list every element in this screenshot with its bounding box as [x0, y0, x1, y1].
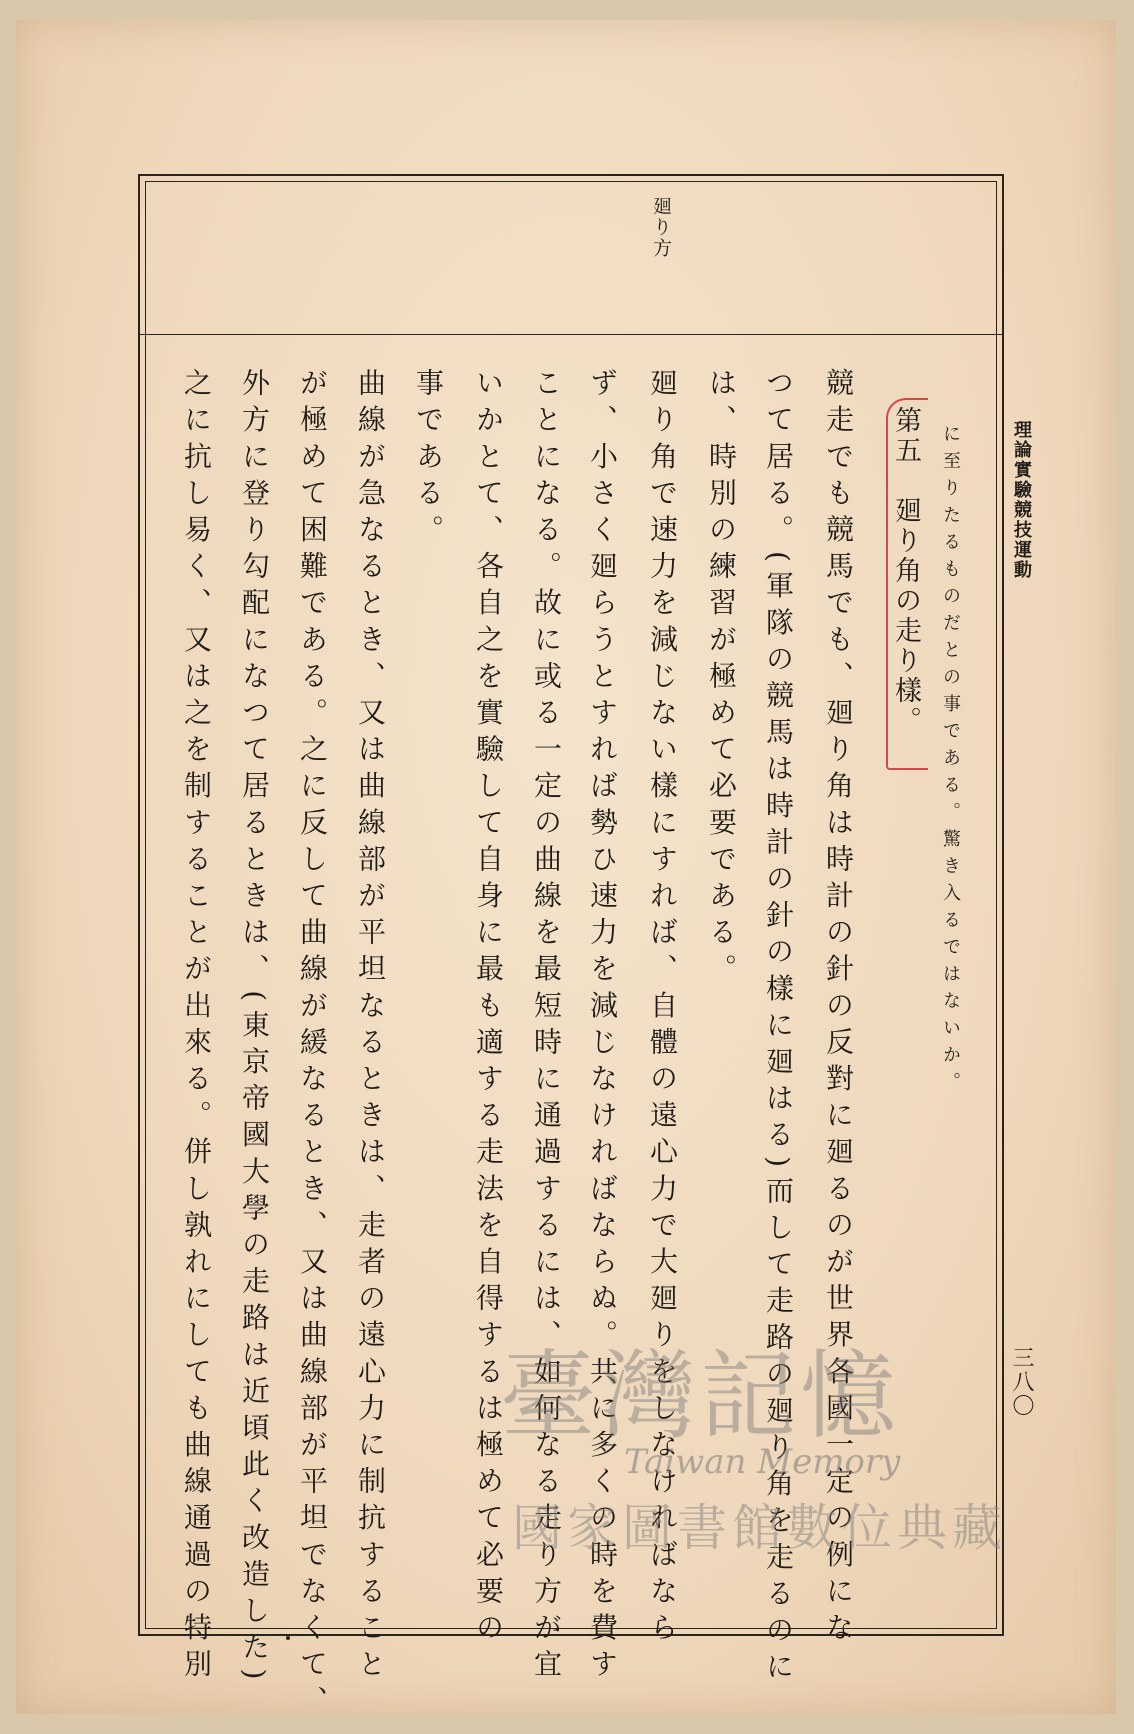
section-heading: 第五 廻り角の走り樣。 — [890, 406, 921, 736]
running-head: 廻り方 — [650, 196, 672, 259]
book-title: 理論實驗競技運動 — [1011, 420, 1032, 580]
watermark-stamp — [500, 1320, 1060, 1610]
watermark-english: Taiwan Memory — [624, 1442, 901, 1482]
body-column: 事である。 — [412, 368, 445, 551]
body-column: 之に抗し易く、又は之を制することが出來る。併し孰れにしても曲線通過の特別 — [180, 368, 213, 1686]
body-column: 外方に登り勾配になつて居るときは、(東京帝國大學の走路は近頃此く改造した) — [238, 368, 271, 1689]
page-number: 三八〇 — [1009, 1346, 1034, 1418]
body-column: 競走でも競馬でも、廻り角は時計の針の反對に廻るのが世界各國一定の例にな — [822, 368, 855, 1649]
body-column: は、時別の練習が極めて必要である。 — [705, 368, 738, 991]
body-column: いかとて、各自之を實驗して自身に最も適する走法を自得するは極めて必要の — [472, 368, 505, 1649]
body-column: が極めて困難である。之に反して曲線が緩なるとき、又は曲線部が平坦でなくて、 — [296, 368, 329, 1723]
body-column: つて居る。(軍隊の競馬は時計の針の樣に廻はる)而して走路の廻り角を走るのに — [762, 368, 795, 1689]
continuation-text: に至りたるものだとの事である。驚き入るではないか。 — [940, 424, 961, 1099]
body-column: 曲線が急なるとき、又は曲線部が平坦なるときは、走者の遠心力に制抗すること — [354, 368, 387, 1686]
watermark-calligraphy: 臺灣記憶 — [500, 1340, 900, 1452]
ink-speck — [286, 1636, 290, 1640]
body-column: ず、小さく廻らうとすれば勢ひ速力を減じなければならぬ。共に多くの時を費す — [586, 368, 619, 1686]
header-divider — [140, 334, 1002, 335]
body-column: 廻り角で速力を減じない樣にすれば、自體の遠心力で大廻りをしなければなら — [646, 368, 679, 1649]
body-column: ことになる。故に或る一定の曲線を最短時に通過するには、如何なる走り方が宜 — [530, 368, 563, 1686]
watermark-organization: 國家圖書館數位典藏 — [512, 1499, 1007, 1557]
